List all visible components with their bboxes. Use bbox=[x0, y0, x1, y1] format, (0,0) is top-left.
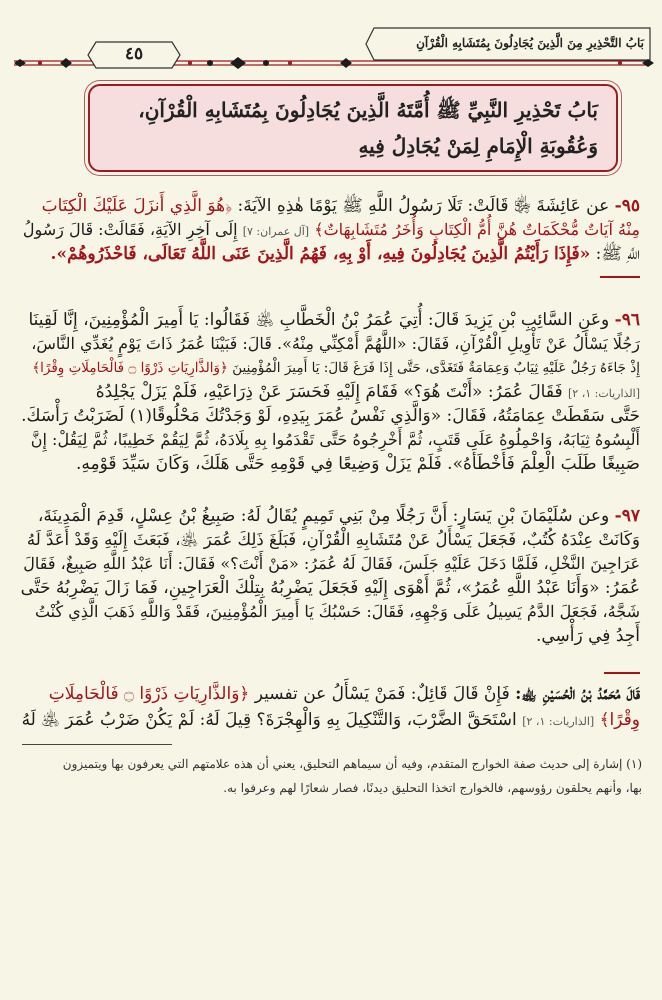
hadith-number: ٩٦- bbox=[614, 310, 640, 330]
text-span: وعن سُلَيْمَانَ بْنِ يَسَارٍ: أَنَّ رَجُلًا مِنْ بَنِي تَمِيمٍ يُقَالُ لَهُ: صَبِيغُ بْنُ عِسْلٍ، قَدِمَ الْمَدِينَةَ، bbox=[37, 506, 610, 526]
hadith-95-line-2 bbox=[20, 218, 640, 244]
quran-verse: ﴿هُوَ الَّذِي أَنزَلَ عَلَيْكَ الْكِتَابَ bbox=[41, 196, 233, 216]
hadith-96-line-3 bbox=[20, 356, 640, 380]
quran-verse: ﴿وَالذَّارِيَاتِ ذَرْوًا ۝ فَالْحَامِلَاتِ bbox=[48, 684, 250, 704]
text-span: اللَّهِ ﷺ: bbox=[595, 244, 640, 264]
page-number: ٤٥ bbox=[124, 44, 144, 64]
text-span: اسْتَحَقَّ الضَّرْبَ، وَالتَّنْكِيلَ بِهِ وَالْهِجْرَةَ؟ قِيلَ لَهُ: لَمْ يَكُنْ ضَرْبُ عُمَرَ ﵁ لَهُ bbox=[21, 710, 517, 730]
hadith-97-line-2: وَكَانَتْ عِنْدَهُ كُتُبٌ، فَجَعَلَ يَسْأَلُ عَنْ مُتَشَابِهِ الْقُرْآنِ، فَبَلَغَ ذَلِكَ عُمَرَ ﵁، فَبَعَثَ إِلَيْهِ وَقَدْ أَعَدَّ لَهُ bbox=[26, 530, 640, 549]
hadith-96-line-5: حَتَّى سَقَطَتْ عِمَامَتُهُ، فَقَالَ: «وَالَّذِي نَفْسُ عُمَرَ بِيَدِهِ، لَوْ وَجَدْتُكَ مَحْلُوقًا(١) لَضَرَبْتُ رَأْسَكَ. bbox=[21, 406, 640, 426]
hadith-97-line-5: شَجَّهُ، فَجَعَلَ الدَّمُ يَسِيلُ عَلَى وَجْهِهِ، فَقَالَ: حَسْبُكَ يَا أَمِيرَ الْمُؤْمِنِينَ، فَقَدْ وَاللَّهِ ذَهَبَ الَّذِي كُنْتُ bbox=[34, 602, 640, 621]
prophetic-saying: «فَإِذَا رَأَيْتُمُ الَّذِينَ يُجَادِلُونَ فِيهِ، أَوْ بِهِ، فَهُمُ الَّذِينَ عَنَى اللَّهُ تَعَالَى، فَاحْذَرُوهُمْ». bbox=[50, 244, 591, 264]
verse-reference: [آل عمران: ٧] bbox=[242, 225, 310, 238]
hadith-96-line-4 bbox=[20, 380, 640, 406]
hadith-96-line-6: أَلْبِسُوهُ ثِيَابَهُ، وَاحْمِلُوهُ عَلَى قَتَبٍ، ثُمَّ أَخْرِجُوهُ حَتَّى تَقْدَمُوا بِهِ بِلَادَهُ، ثُمَّ لِيَقُمْ خَطِيبًا، ثُمَّ لِيَقُلْ: إِنَّ bbox=[30, 430, 640, 449]
quran-verse: ﴿وَالذَّارِيَاتِ ذَرْوًا ۝ فَالْحَامِلَاتِ وِقْرًا﴾ bbox=[32, 360, 228, 376]
divider bbox=[604, 672, 640, 674]
hadith-95-line-1 bbox=[20, 194, 640, 218]
hadith-97-line-4: عُمَرُ: «وَأَنَا عَبْدُ اللَّهِ عُمَرُ»، ثُمَّ أَهْوَى إِلَيْهِ فَجَعَلَ يَضْرِبُهُ بِتِلْكَ الْعَرَاجِينِ، فَمَا زَالَ يَضْرِبُهُ حَتَّى bbox=[20, 578, 640, 598]
page-header bbox=[0, 0, 662, 80]
text-span: فَقَالَ عُمَرُ: «أَنْتَ هُوَ؟» فَقَامَ إِلَيْهِ فَحَسَرَ عَنْ ذِرَاعَيْهِ، فَلَمْ يَزَلْ يَجْلِدُهُ bbox=[95, 382, 563, 402]
chapter-title-line-2: وَعُقُوبَةِ الْإِمَامِ لِمَنْ يُجَادِلُ فِيهِ bbox=[358, 134, 598, 158]
footnote-line-2: بها، وأنهم يحلقون رؤوسهم، فالخوارج اتخذا التحليق ديدنًا، فصار شعارًا لهم وعرفوا به. bbox=[223, 781, 642, 795]
divider bbox=[600, 276, 640, 278]
author-name: قَالَ مُحَمَّدُ بْنُ الْحُسَيْنِ ﵀: bbox=[515, 684, 640, 704]
hadith-number: ٩٧- bbox=[614, 506, 640, 526]
hadith-97-line-1 bbox=[20, 504, 640, 528]
hadith-96-line-7: صَبِيغًا طَلَبَ الْعِلْمَ فَأَخْطَأَهُ». فَلَمْ يَزَلْ وَضِيعًا فِي قَوْمِهِ حَتَّى هَلَكَ، وَكَانَ سَيِّدَ قَوْمِهِ. bbox=[76, 454, 640, 474]
text-span: وعَنِ السَّائِبِ بْنِ يَزِيدَ قَالَ: أُتِيَ عُمَرُ بْنُ الْخَطَّابِ ﵁ فَقَالُوا: يَا أَمِيرَ الْمُؤْمِنِينَ، إِنَّا لَقِينَا bbox=[28, 310, 610, 330]
chapter-title-line-1: بَابُ تَحْذِيرِ النَّبِيِّ ﷺ أُمَّتَهُ الَّذِينَ يُجَادِلُونَ بِمُتَشَابِهِ الْقُرْآنِ، bbox=[138, 98, 598, 122]
commentary-line-2 bbox=[20, 708, 640, 734]
hadith-96-line-1 bbox=[20, 308, 640, 332]
hadith-number: ٩٥- bbox=[614, 196, 640, 216]
hadith-95-line-3 bbox=[20, 242, 640, 266]
hadith-96-line-2: رَجُلًا يَسْأَلُ عَنْ تَأْوِيلِ الْقُرْآنِ، فَقَالَ: «اللَّهُمَّ أَمْكِنِّي مِنْهُ». قَالَ: فَبَيْنَا عُمَرُ ذَاتَ يَوْمٍ يُغَدِّي النَّاسَ، bbox=[31, 334, 640, 353]
hadith-97-line-3: عَرَاجِينَ النَّخْلِ، فَلَمَّا دَخَلَ عَلَيْهِ جَلَسَ، فَقَالَ لَهُ عُمَرُ: «مَنْ أَنْتَ؟» فَقَالَ: أَنَا عَبْدُ اللَّهِ صَبِيغٌ، فَقَالَ bbox=[23, 554, 640, 573]
text-span: إِلَى آخِرِ الآيَةِ، فَقَالَتْ: قَالَ رَسُولُ bbox=[22, 220, 238, 239]
verse-reference: [الذاريات: ١، ٢] bbox=[522, 715, 595, 728]
footnote-line-1: (١) إشارة إلى حديث صفة الخوارج المتقدم، وفيه أن سيماهم التحليق، يعني أن هذه علامتهم التي يعرفون بها ويتميزون bbox=[62, 757, 642, 771]
chapter-title-box bbox=[88, 84, 618, 172]
text-span: إِذْ جَاءَهُ رَجُلٌ عَلَيْهِ ثِيَابٌ وَعِمَامَةٌ فَتَغَدَّى، حَتَّى إِذَا فَرَغَ قَالَ: يَا أَمِيرَ الْمُؤْمِنِينَ bbox=[232, 360, 640, 376]
footnote-separator bbox=[22, 744, 172, 745]
quran-verse: مِنْهُ آيَاتٌ مُّحْكَمَاتٌ هُنَّ أُمُّ الْكِتَابِ وَأُخَرُ مُتَشَابِهَاتٌ﴾ bbox=[314, 220, 640, 239]
text-span: فَإِنْ قَالَ قَائِلٌ: فَمَنْ يَسْأَلُ عن تفسير bbox=[254, 684, 510, 704]
verse-reference: [الذاريات: ١، ٢] bbox=[568, 387, 640, 400]
running-title: بَابُ التَّحْذِيرِ مِنَ الَّذِينَ يُجَادِلُونَ بِمُتَشَابِهِ الْقُرْآنِ bbox=[416, 36, 644, 50]
hadith-97-line-6: أَجِدُ فِي رَأْسِي. bbox=[535, 626, 640, 646]
commentary-line-1 bbox=[20, 682, 640, 706]
quran-verse: وِقْرًا﴾ bbox=[599, 710, 640, 730]
text-span: عن عَائِشَةَ ﵂ قَالَتْ: تَلَا رَسُولُ اللَّهِ ﷺ يَوْمًا هٰذِهِ الآيَةَ: bbox=[237, 196, 610, 216]
